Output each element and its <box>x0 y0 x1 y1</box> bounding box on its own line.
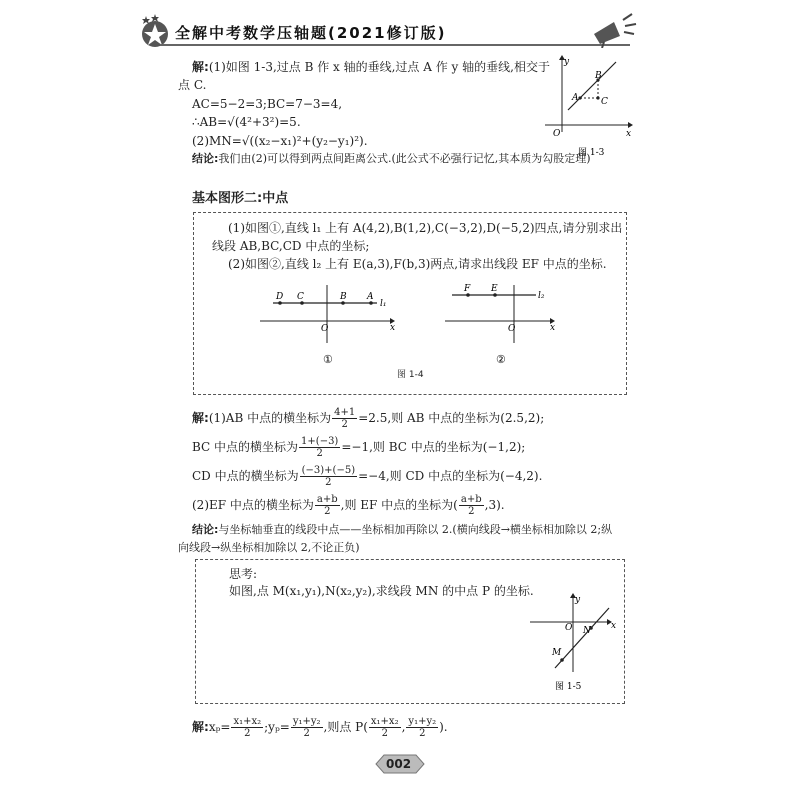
fig15-label-y: y <box>575 595 581 605</box>
solution1-lead: 解: <box>192 60 209 74</box>
figure-1-4-part2 <box>440 283 570 368</box>
page-number: 002 <box>386 757 412 771</box>
solution2-lead: 解: <box>192 411 209 425</box>
fig14a-label-o: O <box>321 324 329 334</box>
fig14b-sub: ② <box>496 353 506 366</box>
header-speaker-icon <box>590 12 640 48</box>
fig14a-label-b: B <box>340 292 347 302</box>
solution2-l3-post: =−4,则 CD 中点的坐标为(−4,2). <box>358 469 543 483</box>
problem-line1: (1)如图①,直线 l₁ 上有 A(4,2),B(1,2),C(−3,2),D(−5,2)四点,请分别求出 <box>228 221 623 235</box>
solution2-conclusion2: 向线段→纵坐标相加除以 2,不论正负) <box>178 541 360 554</box>
fig14a-label-x: x <box>390 323 396 333</box>
solution2-l3-pre: CD 中点的横坐标为 <box>192 469 299 483</box>
fig14b-label-e: E <box>491 284 498 294</box>
fig15-label-x: x <box>611 621 617 631</box>
header-rule <box>160 44 630 46</box>
fraction: $\frac{4+1}{2}$ <box>334 407 356 430</box>
solution1-line2: 点 C. <box>178 78 207 92</box>
figure-1-4-part1 <box>255 283 405 368</box>
fig14a-label-d: D <box>276 292 284 302</box>
fig15-caption: 图 1-5 <box>555 682 582 692</box>
solution2-l1-pre: (1)AB 中点的横坐标为 <box>208 411 332 425</box>
solution2-l2-pre: BC 中点的横坐标为 <box>192 440 299 454</box>
fig13-label-b: B <box>595 71 602 81</box>
problem-line2: 线段 AB,BC,CD 中点的坐标; <box>212 239 370 253</box>
fig14a-sub: ① <box>323 353 333 366</box>
solution1-line5: (2)MN=√((x₂−x₁)²+(y₂−y₁)²). <box>192 134 368 148</box>
solution2-l2-post: =−1,则 BC 中点的坐标为(−1,2); <box>341 440 526 454</box>
solution3-comma: , <box>401 720 406 734</box>
solution3-yp: ;yₚ= <box>264 720 290 734</box>
fig14a-label-c: C <box>297 292 304 302</box>
solution1-line1: (1)如图 1-3,过点 B 作 x 轴的垂线,过点 A 作 y 轴的垂线,相交于 <box>208 60 550 74</box>
fraction: $\frac{\text{y₁+y₂}}{2}$ <box>292 716 321 739</box>
solution1-conclusion: 我们由(2)可以得到两点间距离公式.(此公式不必强行记忆,其本质为勾股定理) <box>218 152 591 165</box>
header-title: 全解中考数学压轴题(2021修订版) <box>175 24 447 42</box>
solution2-l4-mid: ,则 EF 中点的坐标为( <box>340 498 458 512</box>
header-star-logo <box>138 14 172 48</box>
fig13-label-o: O <box>553 129 561 139</box>
fig14b-label-o: O <box>508 324 516 334</box>
section2-title: 基本图形二:中点 <box>192 191 289 206</box>
think-title: 思考: <box>229 567 258 581</box>
fig13-label-x: x <box>626 129 632 139</box>
solution2-l4-pre: (2)EF 中点的横坐标为 <box>192 498 314 512</box>
fig15-label-n: N <box>583 626 591 636</box>
fig14-caption: 图 1-4 <box>397 370 424 380</box>
fraction: $\frac{1+(-3)}{2}$ <box>301 436 339 459</box>
solution3-post: ). <box>439 720 448 734</box>
figure-1-5 <box>525 590 620 695</box>
fig15-label-m: M <box>552 648 562 658</box>
solution2-l4-post: ,3). <box>484 498 505 512</box>
solution1-line3: AC=5−2=3;BC=7−3=4, <box>192 97 343 111</box>
fraction: $\frac{a+b}{2}$ <box>316 494 338 517</box>
fig14a-label-a: A <box>367 292 374 302</box>
fraction: $\frac{(-3)+(-5)}{2}$ <box>301 465 356 488</box>
fraction: $\frac{a+b}{2}$ <box>460 494 482 517</box>
think-text: 如图,点 M(x₁,y₁),N(x₂,y₂),求线段 MN 的中点 P 的坐标. <box>229 584 534 598</box>
fig14a-label-l1: l₁ <box>380 299 387 309</box>
fraction: $\frac{\text{y₁+y₂}}{2}$ <box>408 716 437 739</box>
fraction: $\frac{\text{x₁+x₂}}{2}$ <box>233 716 262 739</box>
solution3-xp: xₚ= <box>208 720 231 734</box>
solution2-conclusion-label: 结论: <box>192 523 219 536</box>
fig14b-label-l2: l₂ <box>538 291 545 301</box>
solution3-mid: ,则点 P( <box>323 720 368 734</box>
fig13-label-a: A <box>572 93 579 103</box>
fig14b-label-f: F <box>464 284 471 294</box>
solution2-conclusion1: 与坐标轴垂直的线段中点——坐标相加再除以 2.(横向线段→横坐标相加除以 2;纵 <box>218 523 613 536</box>
fig13-caption: 图 1-3 <box>578 148 605 158</box>
problem-line3: (2)如图②,直线 l₂ 上有 E(a,3),F(b,3)两点,请求出线段 EF 中点的坐标. <box>228 257 607 271</box>
fig14b-label-x: x <box>550 323 556 333</box>
figure-1-3 <box>540 52 635 162</box>
fig15-label-o: O <box>565 623 573 633</box>
solution1-conclusion-label: 结论: <box>192 152 219 165</box>
fraction: $\frac{\text{x₁+x₂}}{2}$ <box>370 716 399 739</box>
fig13-label-c: C <box>601 97 608 107</box>
solution1-line4: ∴AB=√(4²+3²)=5. <box>192 115 301 129</box>
solution3-lead: 解: <box>192 720 209 734</box>
solution2-l1-post: =2.5,则 AB 中点的坐标为(2.5,2); <box>358 411 545 425</box>
fig13-label-y: y <box>564 57 570 67</box>
